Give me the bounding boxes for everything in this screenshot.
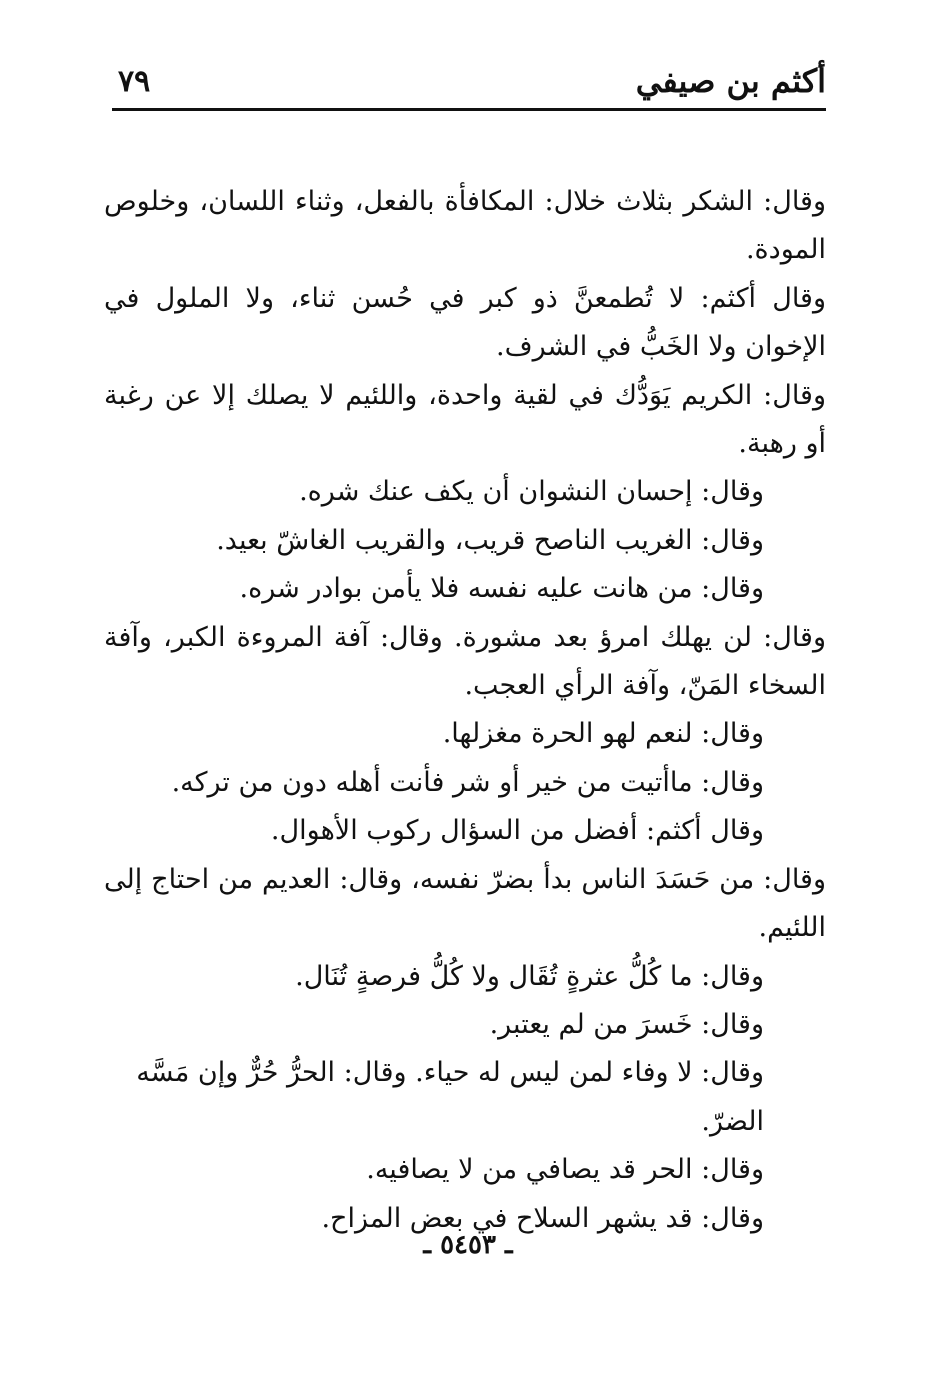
folio-number: ـ ٥٤٥٣ ـ (423, 1230, 513, 1260)
paragraph: وقال: الغريب الناصح قريب، والقريب الغاشّ بعيد. (216, 524, 764, 556)
page-number: ٧٩ (118, 64, 151, 99)
paragraph: وقال أكثم: أفضل من السؤال ركوب الأهوال. (270, 815, 764, 847)
paragraph: وقال: من حَسَدَ الناس بدأ بضرّ نفسه، وقال: العديم من احتاج إلى اللئيم. (104, 863, 826, 944)
body-text (104, 178, 826, 1243)
paragraph: وقال: الكريم يَوَدُّك في لقية واحدة، واللئيم لا يصلك إلا عن رغبة أو رهبة. (104, 379, 826, 460)
paragraph: وقال: لا وفاء لمن ليس له حياء. وقال: الحرُّ حُرٌّ وإن مَسَّه الضرّ. (136, 1057, 764, 1137)
paragraph: وقال: من هانت عليه نفسه فلا يأمن بوادر شره. (239, 573, 764, 605)
paragraph: وقال: الشكر بثلاث خلال: المكافأة بالفعل، وثناء اللسان، وخلوص المودة. (104, 186, 826, 266)
paragraph: وقال أكثم: لا تُطمعنَّ ذو كبر في حُسن ثناء، ولا الملول في الإخوان ولا الخَبُّ في الشرف. (104, 282, 826, 363)
paragraph: وقال: ماأتيت من خير أو شر فأنت أهله دون من تركه. (171, 766, 764, 798)
header-rule (112, 108, 826, 111)
paragraph: وقال: خَسرَ من لم يعتبر. (489, 1008, 764, 1040)
paragraph: وقال: الحر قد يصافي من لا يصافيه. (366, 1154, 764, 1186)
paragraph: وقال: ما كُلُّ عثرةٍ تُقَال ولا كُلُّ فرصةٍ تُنَال. (295, 960, 764, 992)
paragraph: وقال: قد يشهر السلاح في بعض المزاح. (321, 1202, 764, 1234)
running-header (112, 62, 826, 106)
paragraph: وقال: لنعم لهو الحرة مغزلها. (442, 718, 764, 750)
paragraph: وقال: إحسان النشوان أن يكف عنك شره. (299, 476, 764, 508)
paragraph: وقال: لن يهلك امرؤ بعد مشورة. وقال: آفة المروءة الكبر، وآفة السخاء المَنّ، وآفة الرأي العجب. (104, 621, 826, 702)
running-title: أكثم بن صيفي (635, 62, 826, 100)
